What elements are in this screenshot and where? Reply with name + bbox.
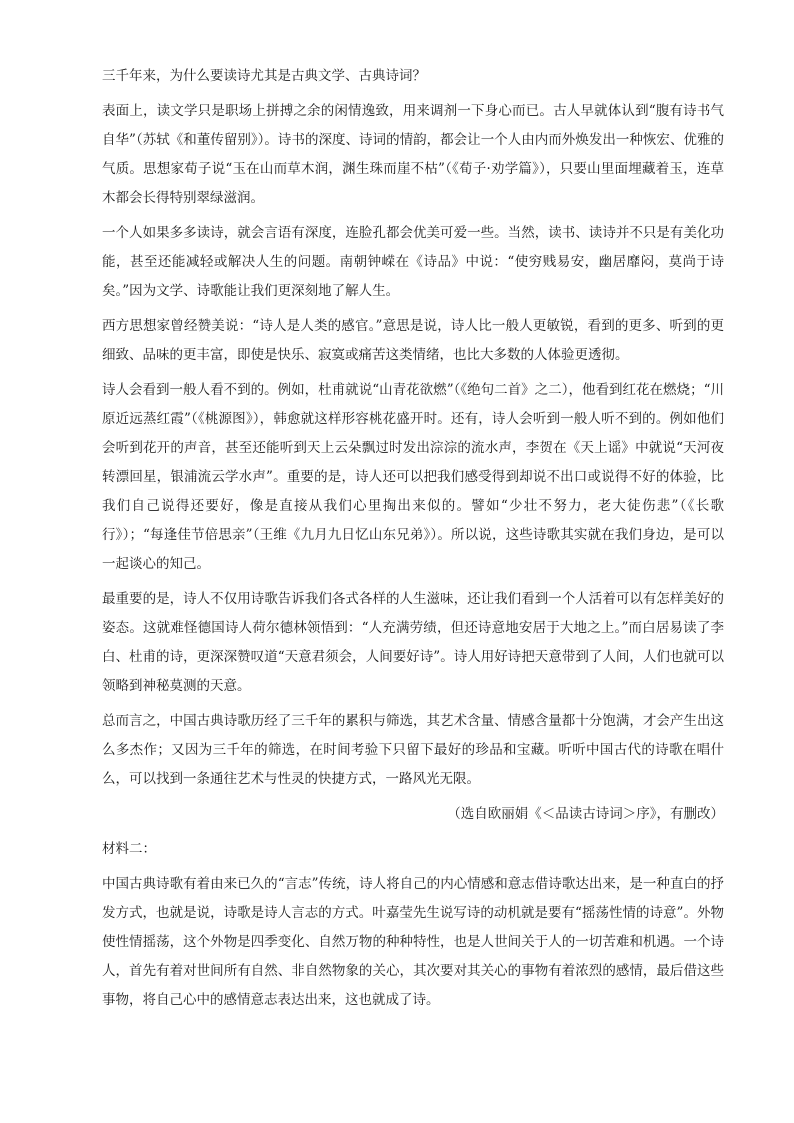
paragraph: 诗人会看到一般人看不到的。例如，杜甫就说“山青花欲燃”（《绝句二首》之二），他看到红花在燃烧；“川原近远蒸红霞”（《桃源图》），韩愈就这样形容桃花盛开时。还有，诗人会听到一般人听不到的。例如他们会听到花开的声音，甚至还能听到天上云朵飘过时发出淙淙的流水声，李贺在《天上谣》中就说“天河夜转漂回星，银浦流云学水声”。重要的是，诗人还可以把我们感受得到却说不出口或说得不好的体验，比我们自己说得还要好，像是直接从我们心里掏出来似的。譬如“少壮不努力，老大徒伤悲”（《长歌行》）；“每逢佳节倍思亲”（王维《九月九日忆山东兄弟》）。所以说，这些诗歌其实就在我们身边，是可以一起谈心的知己。 <box>102 382 724 572</box>
article-body <box>102 62 724 1021</box>
paragraph: 最重要的是，诗人不仅用诗歌告诉我们各式各样的人生滋味，还让我们看到一个人活着可以有怎样美好的姿态。这就难怪德国诗人荷尔德林领悟到：“人充满劳绩，但还诗意地安居于大地之上。”而白居易读了李白、杜甫的诗，更深深赞叹道“天意君须会，人间要好诗”。诗人用好诗把天意带到了人间，人们也就可以领略到神秘莫测的天意。 <box>102 591 724 694</box>
paragraph: 总而言之，中国古典诗歌历经了三千年的累积与筛选，其艺术含量、情感含量都十分饱满，才会产生出这么多杰作；又因为三千年的筛选，在时间考验下只留下最好的珍品和宝藏。听听中国古代的诗歌在唱什么，可以找到一条通往艺术与性灵的快捷方式，一路风光无限。 <box>102 713 724 787</box>
question-heading: 三千年来，为什么要读诗尤其是古典文学、古典诗词？ <box>102 68 426 84</box>
source-note: （选自欧丽娟《＜品读古诗词＞序》，有删改） <box>447 806 724 822</box>
paragraph: 西方思想家曾经赞美说：“诗人是人类的感官。”意思是说，诗人比一般人更敏锐，看到的更多、听到的更细致、品味的更丰富，即使是快乐、寂寞或痛苦这类情绪，也比大多数的人体验更透彻。 <box>102 318 724 363</box>
paragraph: 中国古典诗歌有着由来已久的“言志”传统，诗人将自己的内心情感和意志借诗歌达出来，是一种直白的抒发方式，也就是说，诗歌是诗人言志的方式。叶嘉莹先生说写诗的动机就是要有“摇荡性情的诗意”。外物使性情摇荡，这个外物是四季变化、自然万物的种种特性，也是人世间关于人的一切苦难和机遇。一个诗人，首先有着对世间所有自然、非自然物象的关心，其次要对其关心的事物有着浓烈的感情，最后借这些事物，将自己心中的感情意志表达出来，这也就成了诗。 <box>102 876 724 1008</box>
paragraph: 表面上，读文学只是职场上拼搏之余的闲情逸致，用来调剂一下身心而已。古人早就体认到“腹有诗书气自华”（苏轼《和董传留别》）。诗书的深度、诗词的情韵，都会让一个人由内而外焕发出一种恢宏、优雅的气质。思想家荀子说“玉在山而草木润，渊生珠而崖不枯”（《荀子·劝学篇》），只要山里面埋藏着玉，连草木都会长得特别翠绿滋润。 <box>102 103 724 206</box>
paragraph: 一个人如果多多读诗，就会言语有深度，连脸孔都会优美可爱一些。当然，读书、读诗并不只是有美化功能，甚至还能减轻或解决人生的问题。南朝钟嵘在《诗品》中说：“使穷贱易安，幽居靡闷，莫尚于诗矣。”因为文学、诗歌能让我们更深刻地了解人生。 <box>102 225 724 299</box>
material-label: 材料二： <box>102 841 156 857</box>
